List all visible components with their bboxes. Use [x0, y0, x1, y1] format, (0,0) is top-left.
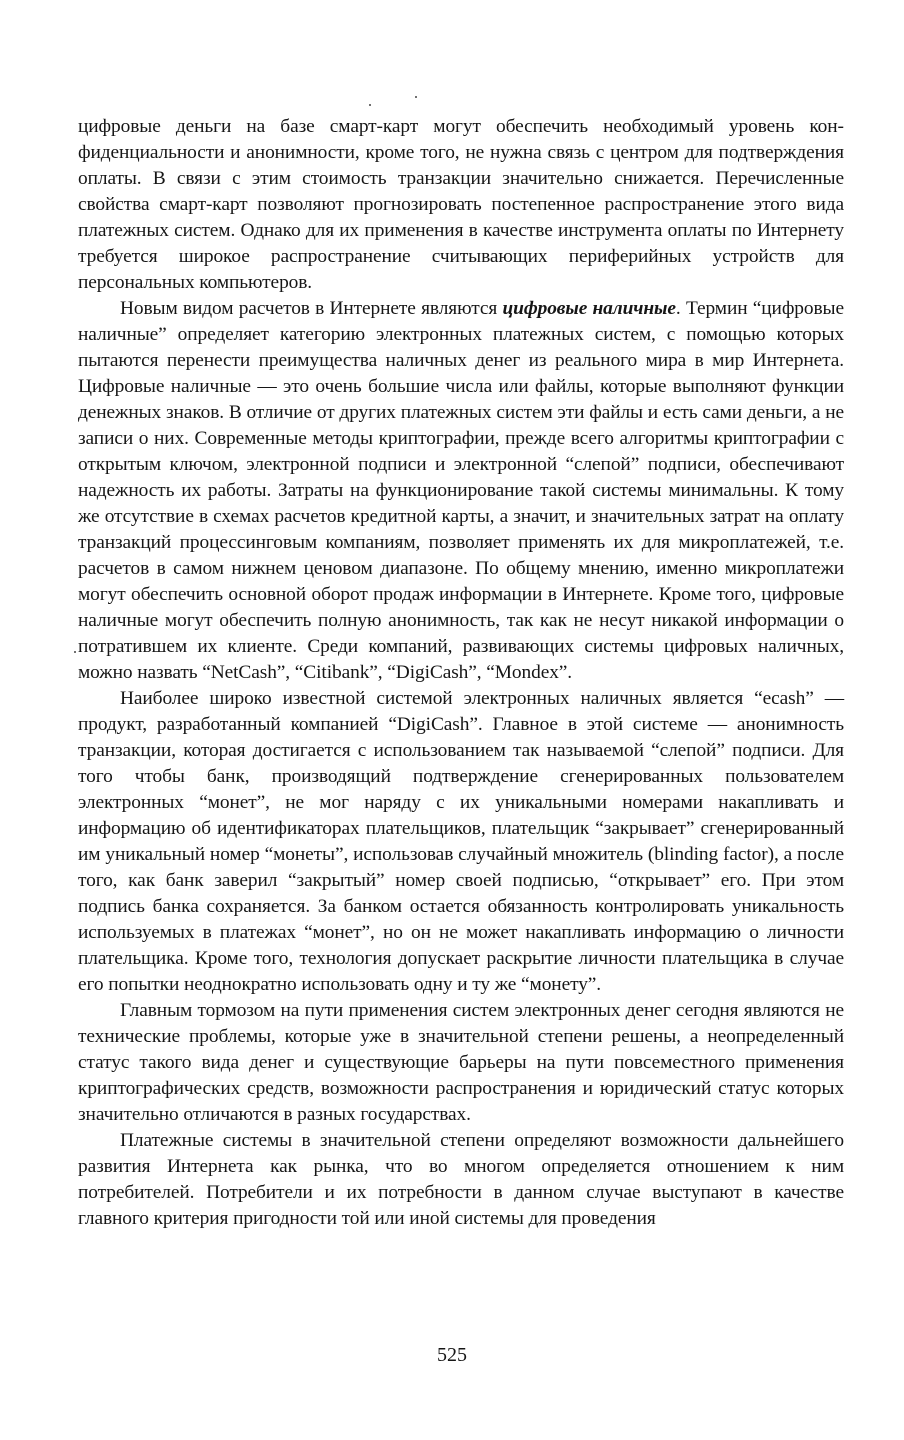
paragraph-5: Платежные системы в значительной степени определяют возможности дальнейшего развития Интернета как рынка, что во многом определяется отношением к ним потребителей. Потребители и их потребности в данном случае выступают в качестве главного критерия пригодности той или иной системы для проведения — [78, 1130, 844, 1229]
page-body — [78, 114, 844, 1232]
scan-speck — [369, 104, 371, 106]
scan-speck — [415, 96, 417, 98]
paragraph-4: Главным тормозом на пути применения систем электронных денег сегодня являются не технические проблемы, которые уже в значительной степени решены, а неопределенный статус такого вида денег и существующие барьеры на пути повсеместного применения криптографических средств, возможности распространения и юридический статус которых значительно отличаются в разных государствах. — [78, 1000, 844, 1125]
page-number: 525 — [437, 1344, 467, 1366]
paragraph-3: Наиболее широко известной системой электронных наличных является “ecash” — продукт, разработанный компанией “DigiCash”. Главное в этой системе — анонимность транзакции, которая достигается с использованием так называемой “слепой” подписи. Для того чтобы банк, производящий подтверждение сгенерированных пользователем электронных “монет”, не мог наряду с их уникальными номерами накапливать и информацию об идентификаторах плательщиков, плательщик “закрывает” сгенерированный им уникальный номер “монеты”, использовав случайный множитель (blinding factor), а после того, как банк заверил “закрытый” номер своей подписью, “открывает” его. При этом подпись банка сохраняется. За банком остается обязанность контролировать уникальность используемых в платежах “монет”, но он не может накапливать информацию о личности плательщика. Кроме того, технология допускает раскрытие личности плательщика в случае его попытки неоднократно использовать одну и ту же “монету”. — [78, 688, 844, 995]
paragraph-2-text: . Термин “цифровые наличные” определяет категорию электронных платежных систем, с помощью которых пытаются перенести преимущества наличных денег из реального мира в мир Интернета. Цифровые наличные — это очень большие числа или файлы, которые выполняют функции денежных знаков. В отличие от других платежных систем эти файлы и есть сами деньги, а не записи о них. Современные методы криптографии, прежде всего алгоритмы криптографии с открытым ключом, электронной подписи и электронной “слепой” подписи, обеспечивают надежность их работы. Затраты на функционирование такой системы минимальны. К тому же отсутствие в схемах расчетов кредитной карты, а значит, и значительных затрат на оплату транзакций процессинговым компаниям, позволяет применять их для микроплатежей, т.е. расчетов в самом нижнем ценовом диапазоне. По общему мнению, именно микроплатежи могут обеспечить основной оборот продаж информации в Интернете. Кроме того, цифровые наличные могут обеспечить полную анонимность, так как не несут никакой информации о потратившем их клиенте. Среди компаний, развивающих системы цифровых наличных, можно назвать “NetCash”, “Citibank”, “DigiCash”, “Mondex”. — [78, 298, 844, 683]
scan-speck — [74, 651, 76, 653]
paragraph-2-lead: Новым видом расчетов в Интернете являются — [120, 298, 503, 319]
paragraph-1: цифровые деньги на базе смарт-карт могут обеспечить необходимый уровень конфиденциальности и анонимности, кроме того, не нужна связь с центром для подтверждения оплаты. В связи с этим стоимость транзакции значительно снижается. Перечисленные свойства смарт-карт позволяют прогнозировать постепенное распространение этого вида платежных систем. Однако для их применения в качестве инструмента оплаты по Интернету требуется широкое распространение считывающих периферийных устройств для персональных компьютеров. — [78, 116, 844, 293]
term-digital-cash: цифровые наличные — [502, 298, 676, 319]
paragraph-2 — [78, 296, 844, 686]
